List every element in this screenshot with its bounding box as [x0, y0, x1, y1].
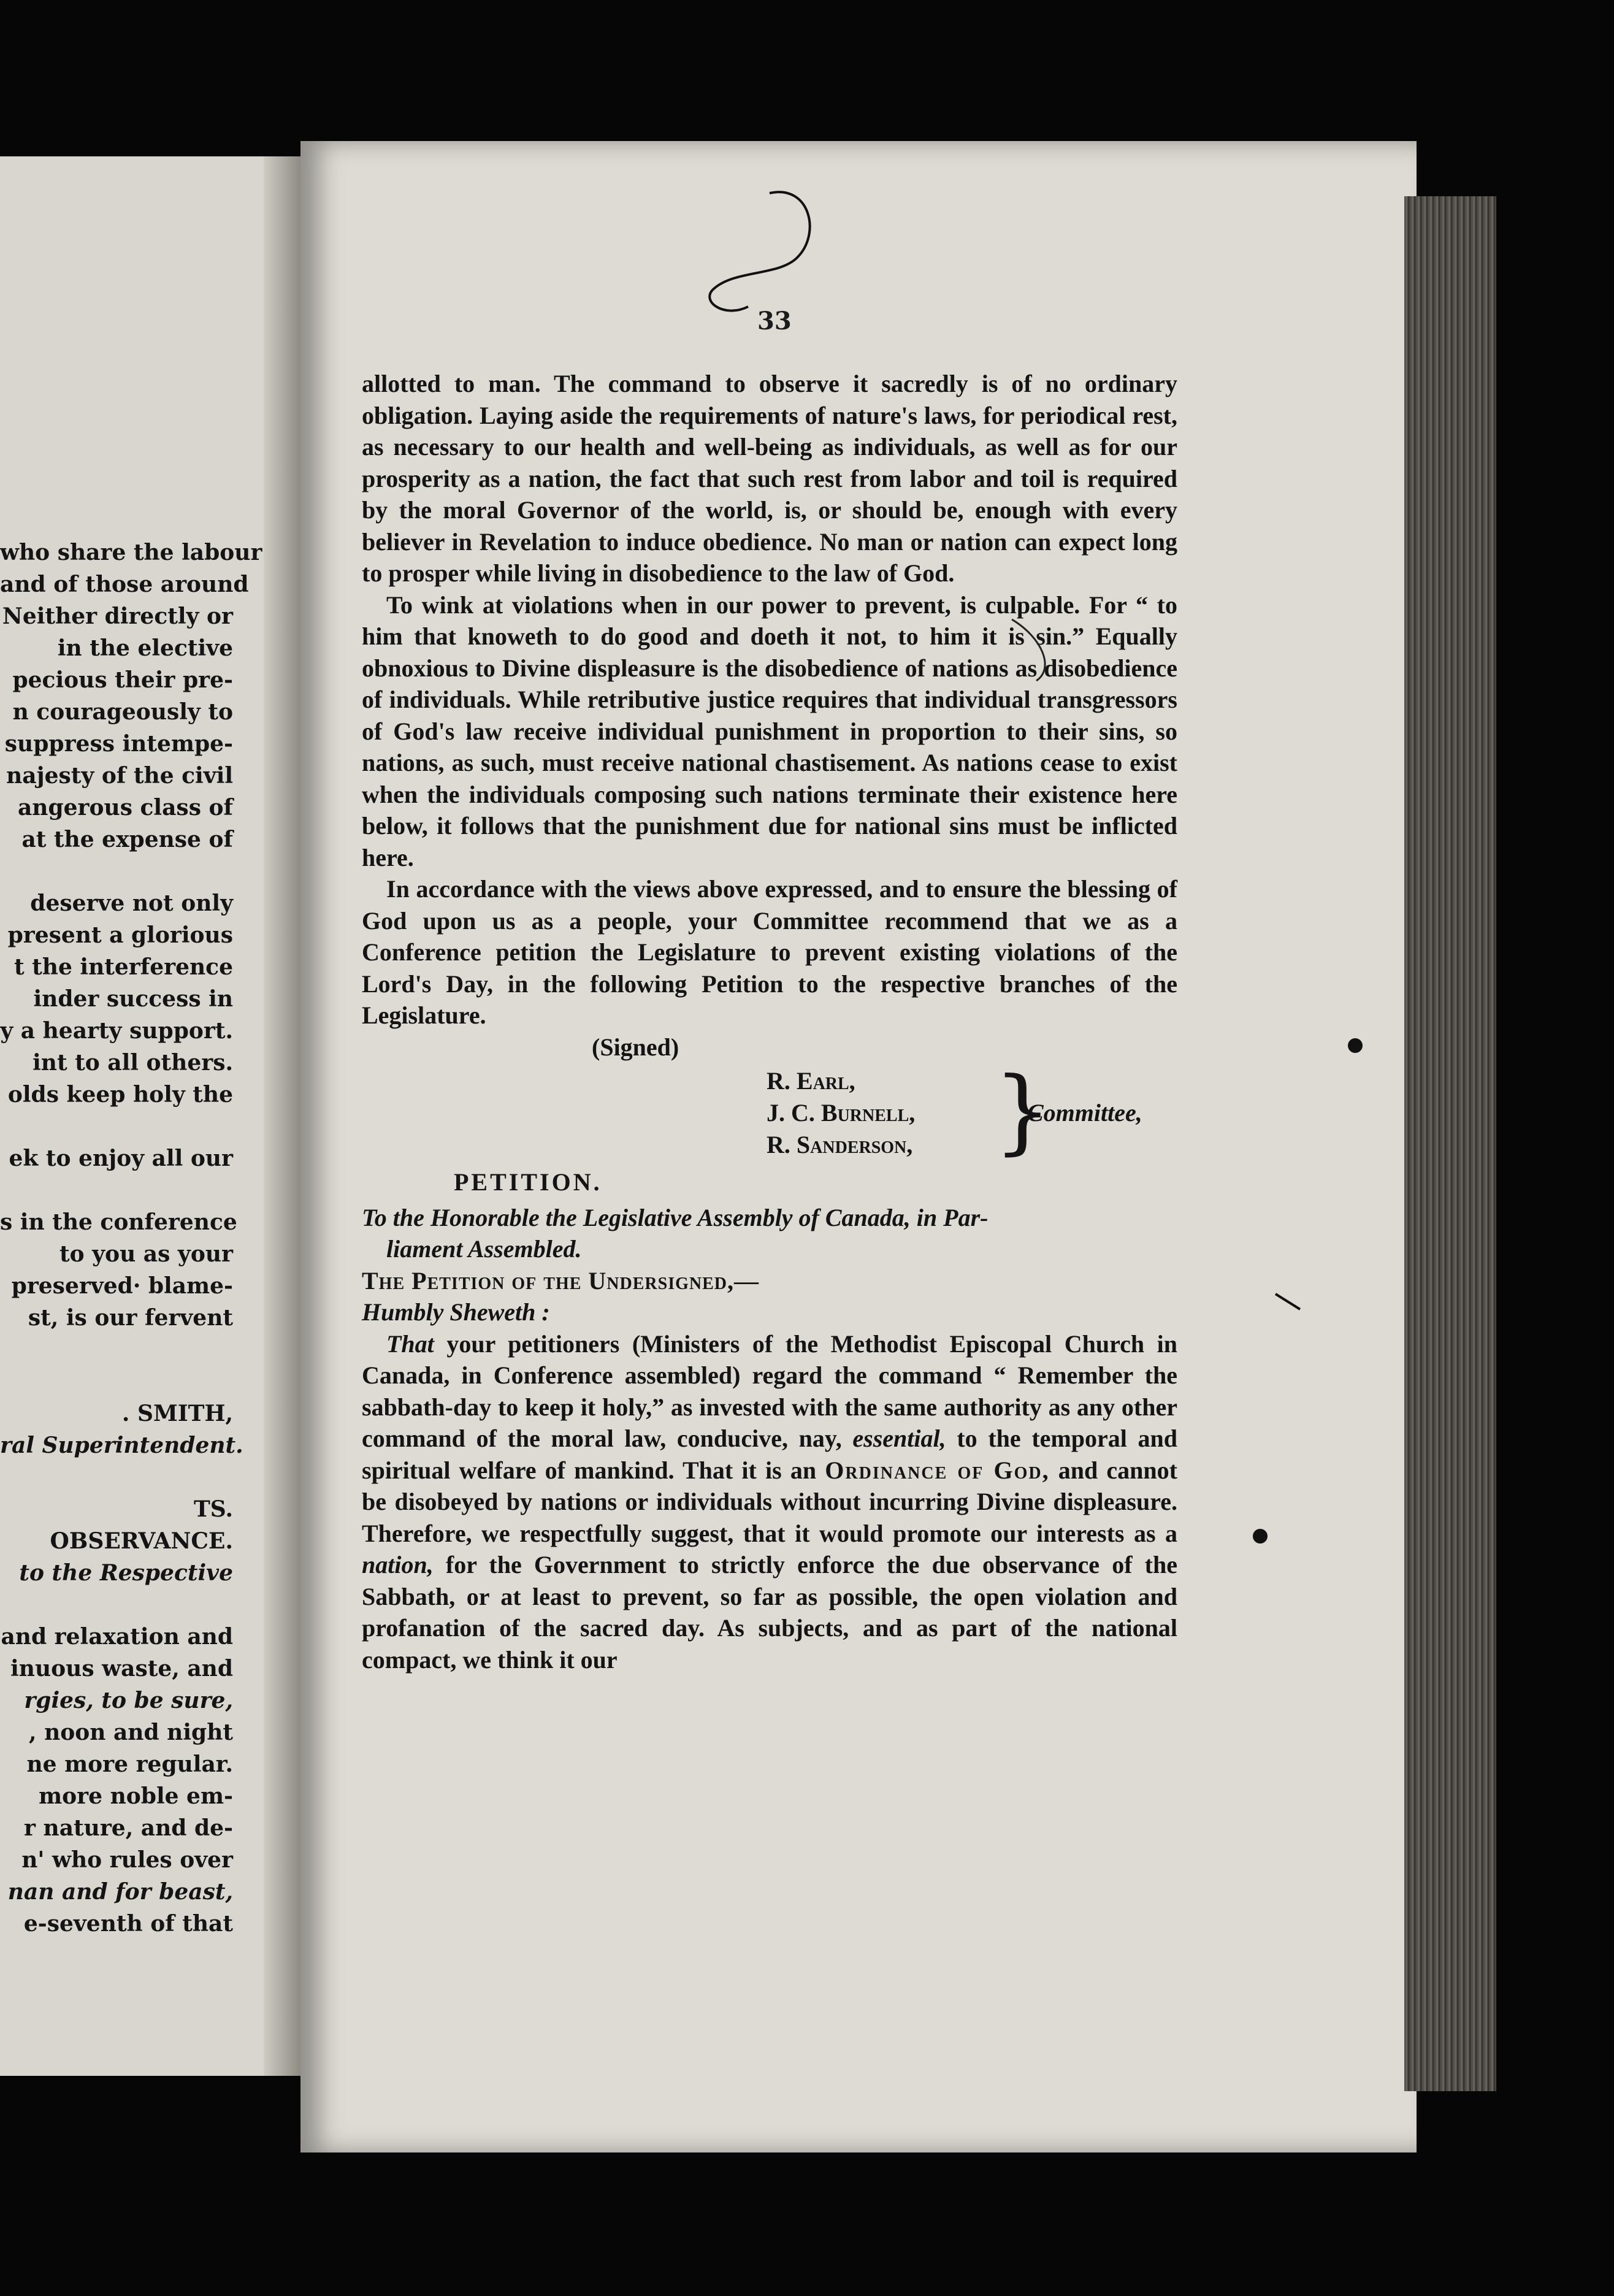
signatory-list: [767, 1065, 915, 1161]
left-page-line: [0, 855, 233, 887]
signatory: R. Earl,: [767, 1067, 855, 1095]
left-page-line: preserved· blame-: [11, 1273, 233, 1299]
emphasis-that: That: [386, 1330, 434, 1358]
address-line: liament Assembled.: [386, 1235, 582, 1263]
left-page-line: pecious their pre-: [12, 667, 233, 693]
humbly-sheweth: Humbly Sheweth :: [362, 1298, 550, 1326]
emphasis-essential: essential,: [852, 1425, 946, 1452]
left-page-line: ek to enjoy all our: [9, 1146, 233, 1171]
left-page-line: ral Superintendent.: [0, 1433, 243, 1458]
left-page-line: r nature, and de-: [24, 1815, 233, 1841]
petition-text: for the Government to strictly enforce the due observance of the Sabbath, or at least to prevent, so far as possible, the open violation and profanation of the sacred day. As subjects, and as part of the national compact, we think it our: [362, 1551, 1177, 1674]
left-page-line: [0, 1174, 233, 1206]
left-page-line: deserve not only: [30, 890, 233, 916]
left-page-line: t the interference: [13, 954, 233, 980]
signed-label: (Signed): [592, 1033, 679, 1061]
petition-text: and cannot be disobeyed by nations or individuals without incurring Divine displeasure. Therefore, we respectfully suggest, that it would promote our interests as a: [362, 1456, 1177, 1547]
left-page-line: n' who rules over: [21, 1847, 233, 1873]
left-page-line: int to all others.: [33, 1050, 233, 1076]
left-page-line: and of those around: [0, 572, 249, 597]
paragraph-2: To wink at violations when in our power to prevent, is culpable. For “ to him that knoweth to do good and doeth it not, to him it is sin.” Equally obnoxious to Divine displeasure is the disobedience of nations as disobedience of individuals. While retributive justice requires that individual transgressors of God's law receive individual punishment in proportion to their sins, so nations, as such, must receive national chastisement. As nations cease to exist when the individuals composing such nations terminate their existence here below, it follows that the punishment due for national sins must be inflicted here.: [362, 591, 1177, 871]
emphasis-nation: nation,: [362, 1551, 434, 1578]
petition-text: to the temporal and spiritual welfare of mankind. That it is an: [362, 1425, 1177, 1484]
left-page-line: [0, 1461, 233, 1493]
left-page-line: who share the labour: [0, 540, 262, 565]
petition-body: [362, 1328, 1177, 1676]
left-page-line: [0, 1111, 233, 1142]
left-page-line: s in the conference: [0, 1209, 237, 1235]
signatory: J. C. Burnell,: [767, 1099, 916, 1127]
left-page-line: [0, 1366, 233, 1398]
address-line: To the Honorable the Legislative Assembly of Canada, in Par-: [362, 1203, 989, 1231]
left-page-line: e-seventh of that: [23, 1911, 233, 1937]
left-page-line: n courageously to: [12, 699, 233, 725]
petition-address: [362, 1202, 1177, 1265]
left-facing-page: [0, 156, 294, 2076]
petition-subheading: The Petition of the Undersigned,—: [362, 1266, 759, 1295]
page-body: [362, 368, 1177, 1675]
left-page-line: inder success in: [33, 986, 233, 1012]
left-page-line: OBSERVANCE.: [50, 1528, 233, 1554]
petition-text: your petitioners (Ministers of the Methodist Episcopal Church in Canada, in Conference assembled) regard the command “ Remember the sabbath-day to keep it holy,” as invested with the same authority as any other command of the moral law, conducive, nay,: [362, 1330, 1177, 1452]
paragraph-1: allotted to man. The command to observe it sacredly is of no ordinary obligation. Laying aside the requirements of nature's laws, for periodical rest, as necessary to our health and well-being as individuals, as well as for our prosperity as a nation, the fact that such rest from labor and toil is required by the moral Governor of the world, is, or should be, enough with every believer in Revelation to induce obedience. No man or nation can expect long to prosper while living in disobedience to the law of God.: [362, 370, 1177, 587]
paragraph-3: In accordance with the views above expressed, and to ensure the blessing of God upon us as a people, your Committee recommend that we as a Conference petition the Legislature to prevent existing violations of the Lord's Day, in the following Petition to the respective branches of the Legislature.: [362, 875, 1177, 1029]
left-page-line: in the elective: [57, 635, 233, 661]
left-page-line: [0, 1334, 233, 1366]
brace-glyph: }: [993, 1058, 1052, 1165]
left-page-line: more noble em-: [39, 1783, 233, 1809]
page-edges: [1404, 196, 1496, 2091]
left-page-line: and relaxation and: [1, 1624, 233, 1650]
left-page-line: olds keep holy the: [7, 1082, 233, 1108]
left-page-line: , noon and night: [29, 1720, 233, 1745]
left-page-line: rgies, to be sure,: [24, 1688, 233, 1713]
petition-heading: PETITION.: [454, 1168, 602, 1196]
left-page-line: Neither directly or: [2, 603, 233, 629]
left-page-line: . SMITH,: [121, 1401, 233, 1426]
left-page-line: TS.: [193, 1496, 233, 1522]
ordinance-of-god: Ordinance of God,: [825, 1456, 1050, 1484]
committee-label: Committee,: [1027, 1099, 1142, 1127]
signatory: R. Sanderson,: [767, 1131, 913, 1158]
left-page-line: nan and for beast,: [7, 1879, 233, 1905]
left-page-line: to you as your: [59, 1241, 233, 1267]
left-page-line: suppress intempe-: [4, 731, 233, 757]
left-page-line: najesty of the civil: [6, 763, 233, 789]
left-page-line: y a hearty support.: [0, 1018, 233, 1044]
signature-block: [362, 1058, 1177, 1166]
left-page-line: at the expense of: [21, 827, 233, 852]
left-page-line: ne more regular.: [26, 1751, 233, 1777]
left-page-line: present a glorious: [7, 922, 233, 948]
left-page-line: angerous class of: [17, 795, 233, 821]
left-page-line: to the Respective: [19, 1560, 233, 1586]
page-number: 33: [757, 307, 792, 335]
left-page-line: st, is our fervent: [28, 1305, 233, 1331]
left-page-text: [0, 537, 262, 1940]
left-page-line: [0, 1589, 233, 1621]
left-page-line: inuous waste, and: [10, 1656, 233, 1682]
